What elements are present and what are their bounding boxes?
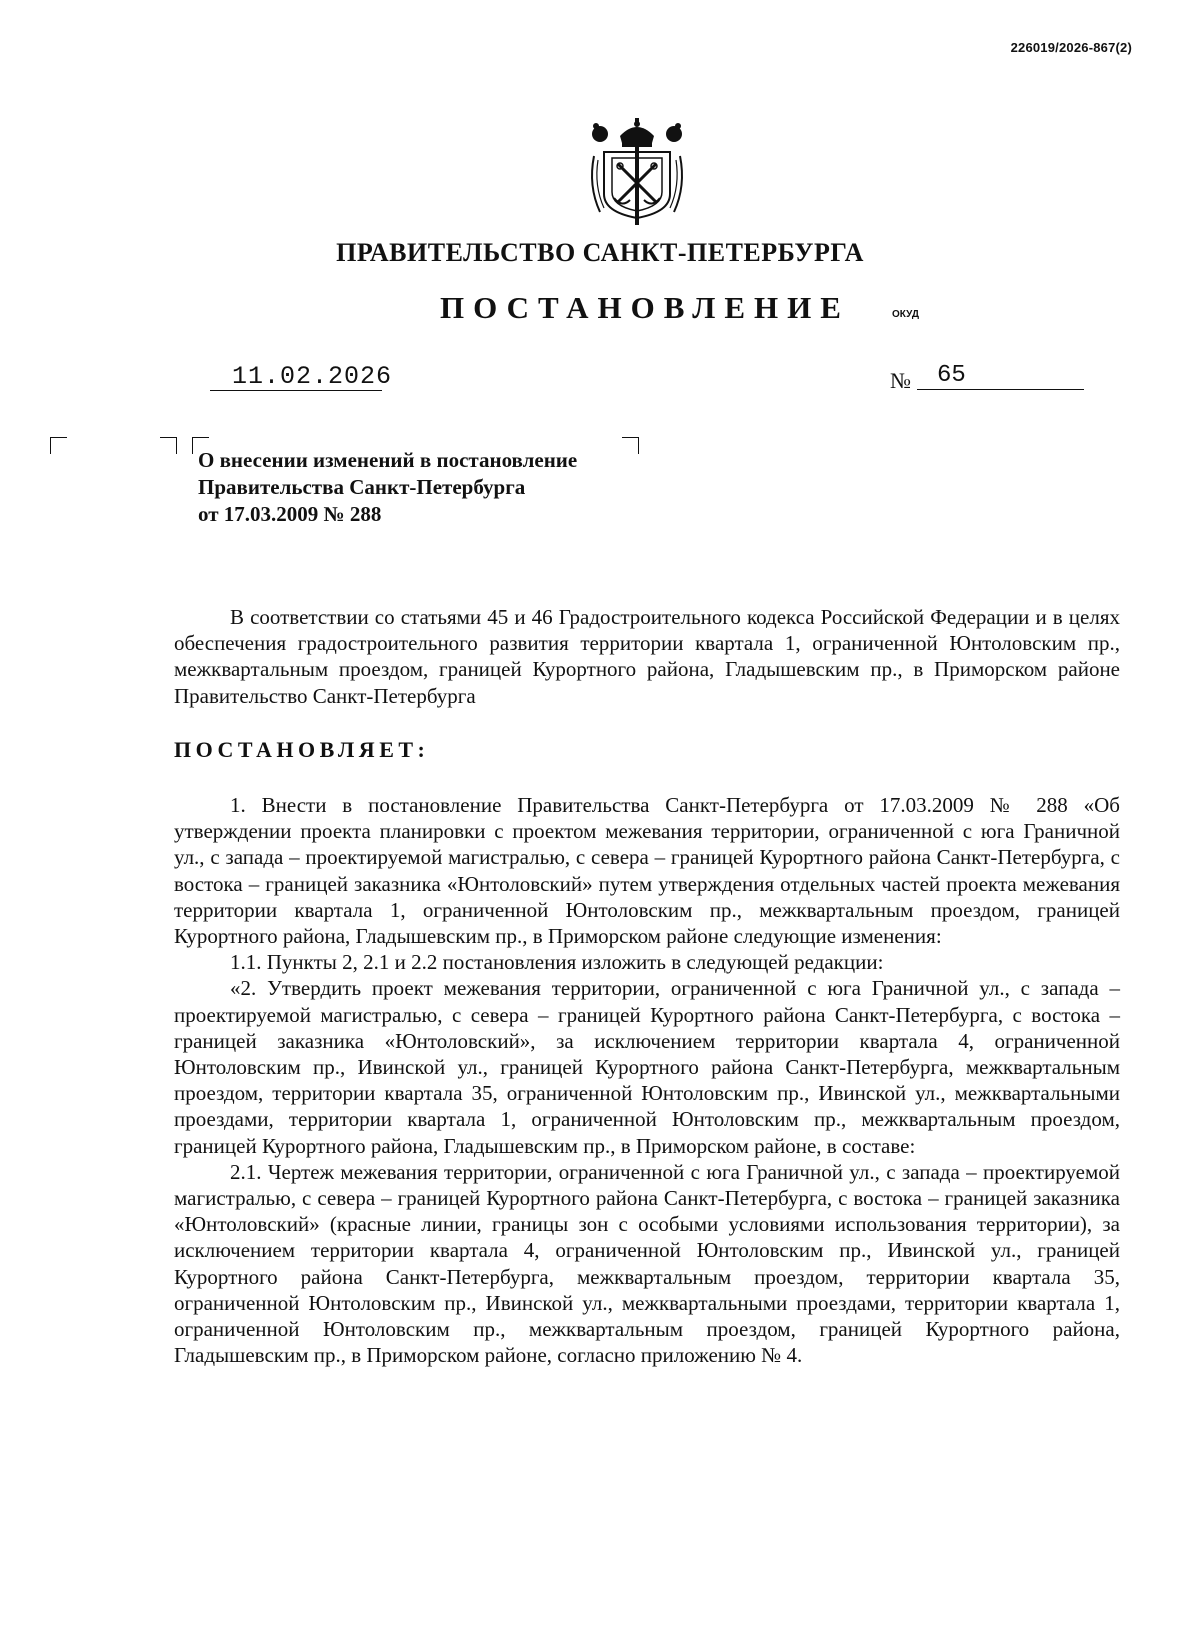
okud-label: ОКУД <box>892 309 919 320</box>
body-paragraph: 1. Внести в постановление Правительства Санкт-Петербурга от 17.03.2009 № 288 «Об утверждении проекта планировки с проектом межевания территории, ограниченной с юга Граничной ул., с запада – проектируемой магистралью, с севера – границей Курортного района Санкт-Петербурга, с востока – границей заказника «Юнтоловский» путем утверждения отдельных частей проекта межевания территории квартала 1, ограниченной Юнтоловским пр., межквартальным проездом, границей Курортного района, Гладышевским пр., в Приморском районе следующие изменения: <box>174 793 1120 949</box>
decree-body <box>174 792 1120 1368</box>
document-code: 226019/2026-867(2) <box>1010 40 1132 55</box>
corner-mark <box>50 437 67 454</box>
document-type-title: ПОСТАНОВЛЕНИЕ <box>440 290 850 325</box>
document-number: 65 <box>937 362 966 389</box>
number-field <box>917 362 1084 390</box>
decree-heading: ПОСТАНОВЛЯЕТ: <box>174 737 430 762</box>
corner-mark <box>160 437 177 454</box>
body-paragraph: «2. Утвердить проект межевания территории, ограниченной с юга Граничной ул., с запада – проектируемой магистралью, с севера – границей Курортного района Санкт-Петербурга, с востока – границей заказника «Юнтоловский», за исключением территории квартала 4, ограниченной Юнтоловским пр., Ивинской ул., границей Курортного района Санкт-Петербурга, межквартальным проездом, территории квартала 35, ограниченной Юнтоловским пр., Ивинской ул., межквартальными проездами, территории квартала 1, ограниченной Юнтоловским пр., межквартальным проездом, границей Курортного района, Гладышевским пр., в Приморском районе, в составе: <box>174 976 1120 1158</box>
subject-line: от 17.03.2009 № 288 <box>198 502 382 526</box>
number-sign: № <box>890 368 911 393</box>
subject-line: Правительства Санкт-Петербурга <box>198 475 526 499</box>
document-subject <box>198 447 638 528</box>
coat-of-arms-icon <box>582 116 692 226</box>
government-name: ПРАВИТЕЛЬСТВО САНКТ-ПЕТЕРБУРГА <box>336 238 864 267</box>
preamble <box>174 604 1120 709</box>
preamble-paragraph: В соответствии со статьями 45 и 46 Градостроительного кодекса Российской Федерации и в целях обеспечения градостроительного развития территории квартала 1, ограниченной Юнтоловским пр., межквартальным проездом, границей Курортного района, Гладышевским пр., в Приморском районе Правительство Санкт-Петербурга <box>174 605 1120 708</box>
document-date: 11.02.2026 <box>232 362 393 391</box>
date-field <box>210 362 393 391</box>
subject-line: О внесении изменений в постановление <box>198 448 578 472</box>
body-paragraph: 1.1. Пункты 2, 2.1 и 2.2 постановления изложить в следующей редакции: <box>230 950 884 975</box>
body-paragraph: 2.1. Чертеж межевания территории, ограниченной с юга Граничной ул., с запада – проектируемой магистралью, с севера – границей Курортного района Санкт-Петербурга, с востока – границей заказника «Юнтоловский» (красные линии, границы зон с особыми условиями использования территории), за исключением территории квартала 4, ограниченной Юнтоловским пр., Ивинской ул., границей Курортного района Санкт-Петербурга, межквартальным проездом, территории квартала 35, ограниченной Юнтоловским пр., Ивинской ул., межквартальными проездами, территории квартала 1, ограниченной Юнтоловским пр., межквартальным проездом, границей Курортного района, Гладышевским пр., в Приморском районе, согласно приложению № 4. <box>174 1159 1120 1368</box>
